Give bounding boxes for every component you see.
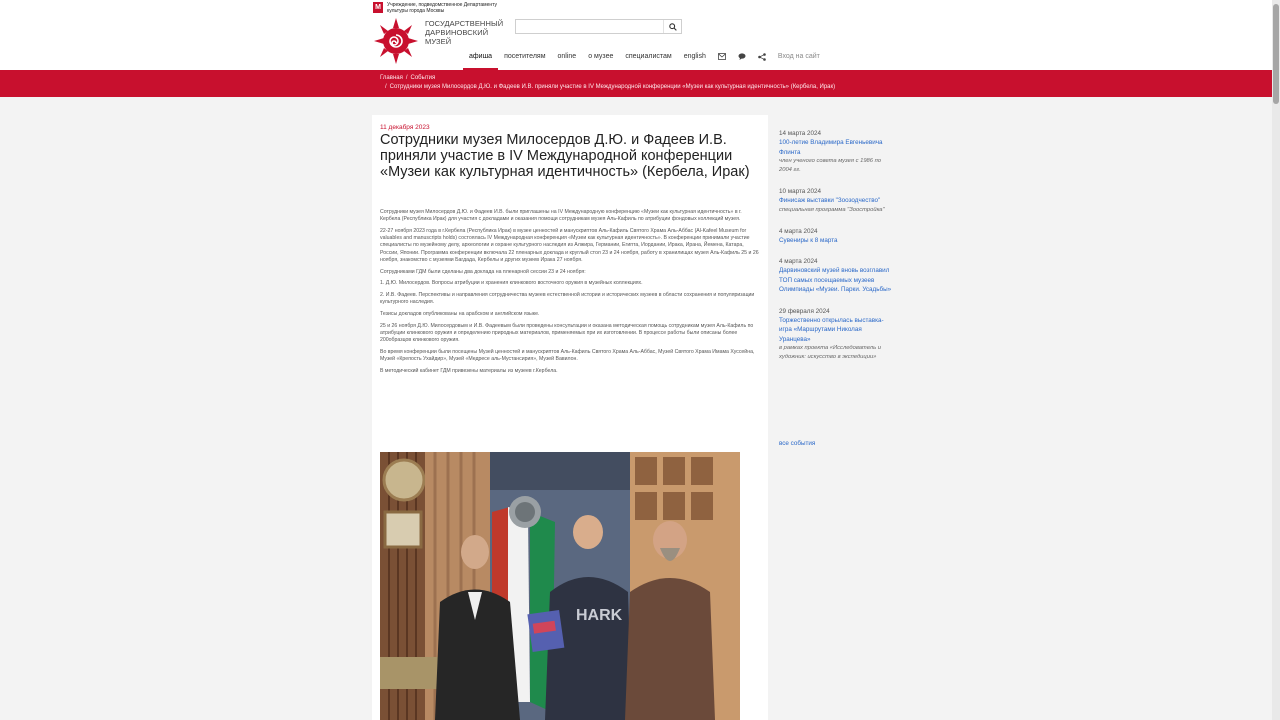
event-subtitle: в рамках проекта «Исследователь и художник: искусство в экспедиции»: [779, 345, 881, 360]
search-input[interactable]: [516, 20, 663, 33]
event-subtitle: член ученого совета музея с 1986 по 2004 гг.: [779, 158, 882, 173]
events-sidebar: [779, 130, 894, 375]
nav-item-afisha[interactable]: афиша: [463, 52, 498, 70]
search-button[interactable]: [663, 20, 681, 33]
article-paragraph: 22-27 ноября 2023 года в г.Кербела (Республика Ирак) в музее ценностей и манускриптов Аль-Кафиль Святого Храма Аль-Аббас (Al-Kafeel Museum for valuables and manuscripts holds) состоялась IV Международная конференция «Музеи как культурная идентичность». В конференции принимали участие специалисты по музейному делу, археологии и охране культурного наследия из Алжира, Германии, Египта, Иордании, Ирака, Ирана, Йемена, Катара, России, Японии. Программа конференции включала 22 пленарных доклада и круглый стол 23 и 24 ноября, работу в хранилищах музея Аль-Кафиль 25 и 26 ноября, знакомство с музеями Багдада, Кербелы и других музеев Ирака 27 ноября.: [380, 228, 759, 263]
nav-item-online[interactable]: online: [557, 53, 577, 60]
moscow-emblem-icon: М: [373, 2, 383, 13]
svg-text:HARK: HARK: [576, 607, 623, 624]
event-date: 29 февраля 2024: [779, 307, 830, 315]
article-paragraph: Сотрудниками ГДМ были сделаны два доклада на пленарной сессии 23 и 24 ноября:: [380, 268, 586, 275]
event-link[interactable]: Дарвиновский музей вновь возглавил ТОП самых посещаемых музеев Олимпиады «Музеи. Парки. Усадьбы»: [779, 267, 892, 293]
article-paragraph: Сотрудники музея Милосердов Д.Ю. и Фадеев И.В. были приглашены на IV Международную конференцию «Музеи как культурная идентичность» в г. Кербела (Республика Ирак) для участия с докладами и оказания помощи сотрудникам музея Аль-Кафиль по атрибуции фондовых коллекций музея.: [380, 209, 742, 223]
breadcrumb-separator: /: [405, 75, 408, 81]
gov-affiliation-text: Учреждение, подведомственное Департаменту культуры города Москвы: [387, 2, 497, 14]
nav-item-about[interactable]: о музее: [588, 53, 614, 60]
breadcrumb-home[interactable]: Главная: [380, 75, 403, 81]
event-link[interactable]: Сувениры к 8 марта: [779, 236, 838, 244]
event-date: 4 марта 2024: [779, 227, 818, 235]
museum-name[interactable]: ГОСУДАРСТВЕННЫЙ ДАРВИНОВСКИЙ МУЗЕЙ: [425, 19, 504, 46]
event-item: [779, 130, 894, 175]
nav-item-english[interactable]: english: [683, 53, 706, 60]
search-box: [515, 19, 682, 34]
breadcrumb-separator: /: [385, 84, 387, 90]
nav-item-specialists[interactable]: специалистам: [625, 53, 672, 60]
article-title: Сотрудники музея Милосердов Д.Ю. и Фадеев И.В. приняли участие в IV Международной конференции «Музеи как культурная идентичность» (Кербела, Ирак): [380, 132, 750, 180]
article-paragraph: 1. Д.Ю. Милосердов. Вопросы атрибуции и хранения клинкового восточного оружия в музейных коллекциях.: [380, 280, 643, 287]
article-paragraph: Тезисы докладов опубликованы на арабском и английском языке.: [380, 311, 540, 318]
event-date: 14 марта 2024: [779, 130, 822, 137]
scrollbar-thumb[interactable]: [1273, 4, 1279, 104]
event-link[interactable]: Торжественно открылась выставка-игра «Маршрутами Николая Уранцева»: [779, 316, 884, 343]
event-item: [779, 228, 894, 246]
main-nav: [463, 52, 826, 70]
article-paragraph: Во время конференции были посещены Музей ценностей и манускриптов Аль-Кафиль Святого Храма Аль-Аббас, Музей Святого Храма Имама Хуссейна, Музей «Крепость Ухайдир», Музей «Медресе аль-Мустансирия», Музей Вавилон.: [380, 349, 755, 363]
mail-icon[interactable]: [712, 52, 732, 70]
article-photo[interactable]: [380, 452, 740, 720]
chat-icon[interactable]: [732, 52, 752, 70]
article-card: [372, 115, 768, 720]
article-date: 11 декабря 2023: [380, 124, 430, 131]
article-paragraph: В методический кабинет ГДМ привезены материалы из музеев г.Кербела.: [380, 368, 558, 375]
breadcrumb: [380, 74, 835, 91]
article-paragraph: 2. И.В. Фадеев. Перспективы и направления сотрудничества музеев естественной истории и исторических музеев в области сохранения и популяризации культурного наследия.: [380, 292, 755, 306]
article-body: [380, 209, 761, 380]
breadcrumb-current: Сотрудники музея Милосердов Д.Ю. и Фадеев И.В. приняли участие в IV Международной конференции «Музеи как культурная идентичность» (Кербела, Ирак): [389, 84, 836, 90]
event-date: 10 марта 2024: [779, 188, 822, 195]
share-icon[interactable]: [752, 52, 772, 70]
breadcrumb-section[interactable]: События: [410, 75, 436, 81]
gov-affiliation[interactable]: [373, 2, 497, 14]
event-item: [779, 258, 894, 295]
event-link[interactable]: Финисаж выставки "Зоозодчество": [779, 197, 881, 204]
event-date: 4 марта 2024: [779, 258, 818, 265]
event-item: [779, 308, 894, 363]
all-events-link[interactable]: все события: [779, 440, 816, 447]
event-subtitle: специальная программа "Зоостройка": [779, 206, 885, 213]
event-item: [779, 188, 894, 215]
article-paragraph: 25 и 26 ноября Д.Ю. Милосердовым и И.В. Фадеевым были проведены консультации и оказана методическая помощь сотрудникам музея Аль-Кафиль по атрибуции клинкового оружия и определению природных материалов, применяемых при их изготовлении. В процессе работы были описаны более 200образцов клинкового оружия.: [380, 323, 754, 344]
event-link[interactable]: 100-летие Владимира Евгеньевича Флинта: [779, 139, 883, 156]
search-icon: [669, 23, 677, 31]
page-scrollbar[interactable]: [1272, 0, 1280, 720]
site-header: [0, 0, 1272, 70]
nav-item-visitors[interactable]: посетителям: [504, 53, 546, 60]
museum-logo-icon[interactable]: [374, 18, 418, 64]
login-link[interactable]: Вход на сайт: [777, 53, 820, 60]
